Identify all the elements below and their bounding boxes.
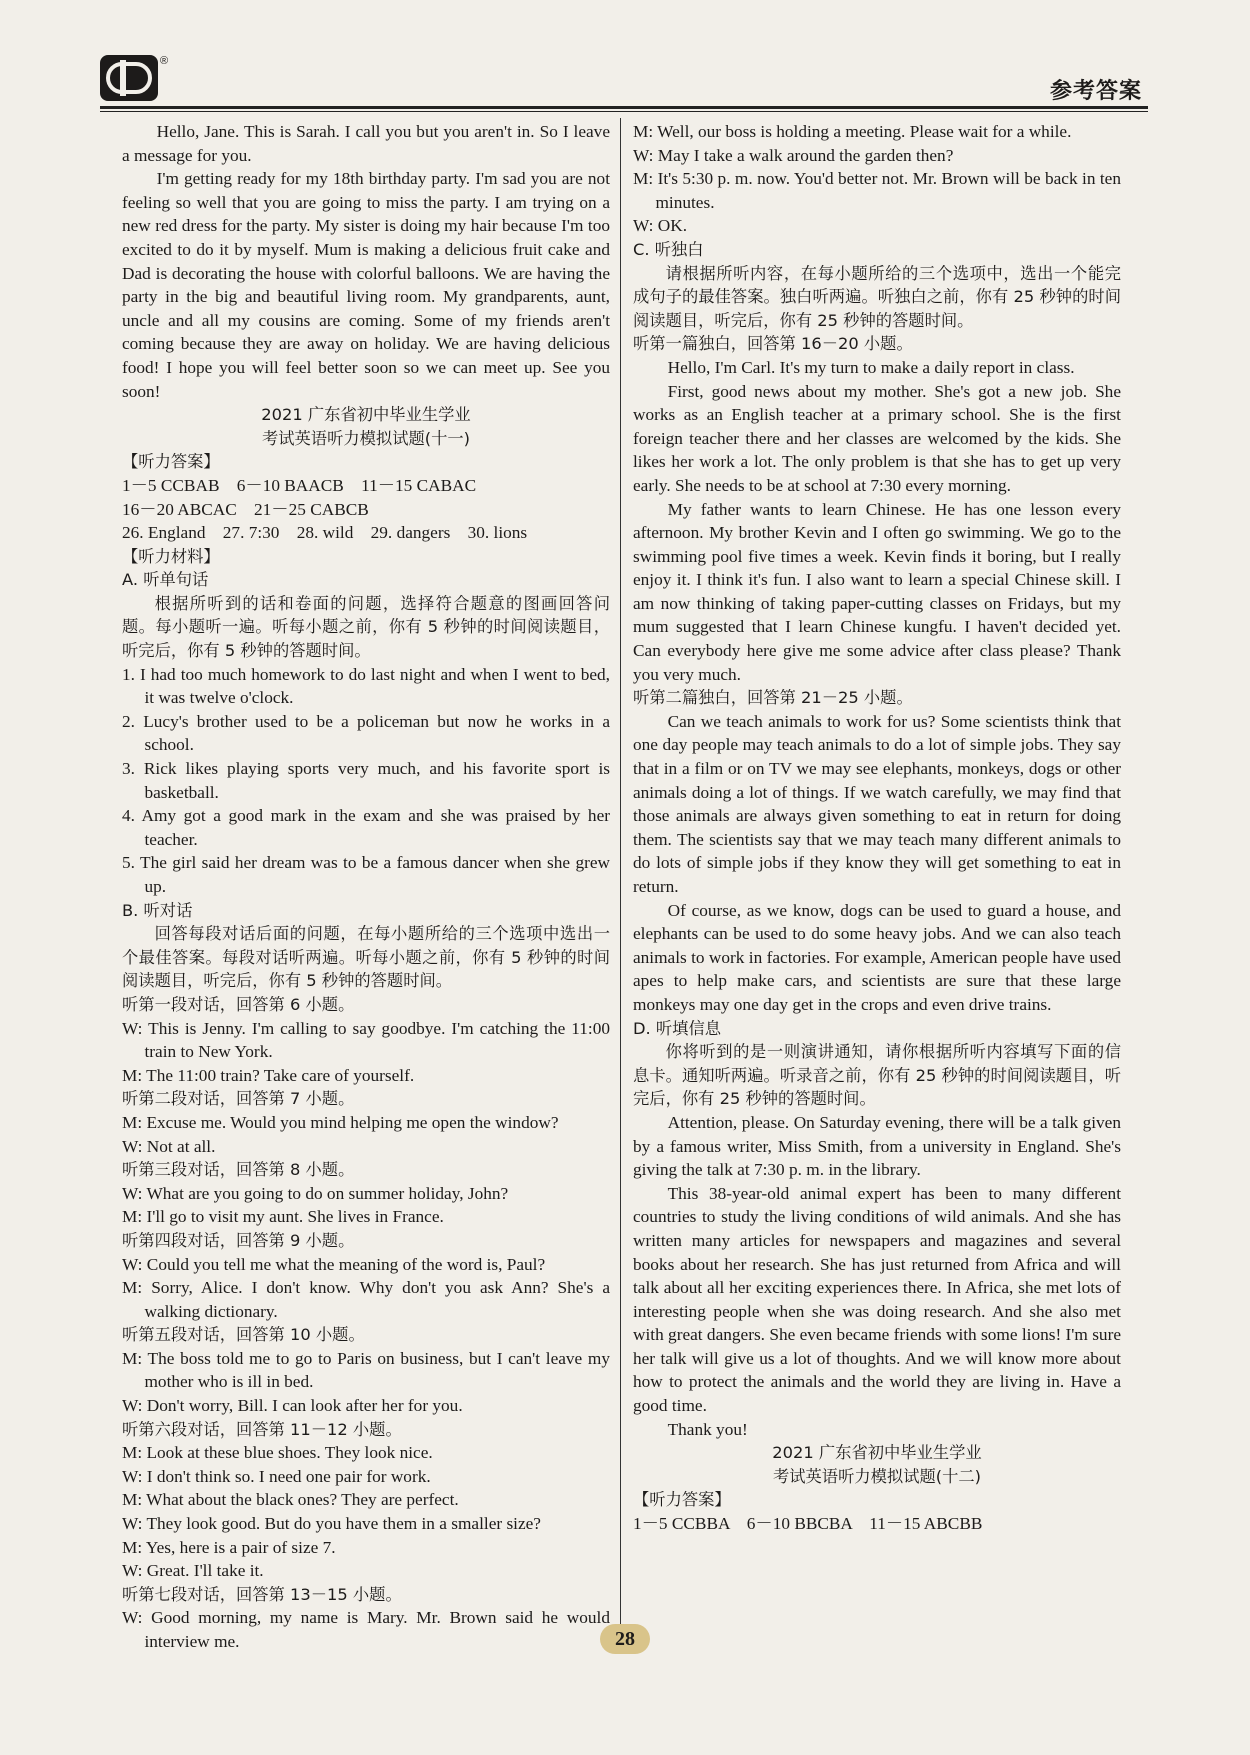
paragraph: Attention, please. On Saturday evening, there will be a talk given by a famous writer, Miss Smith, from a university in England. She's giving the talk at 7:30 p. m. in the library. [633, 1112, 1121, 1180]
paragraph: 【听力材料】 [122, 546, 220, 566]
paragraph: 听第七段对话，回答第 13－15 小题。 [122, 1584, 402, 1604]
paragraph: 听第一篇独白，回答第 16－20 小题。 [633, 334, 913, 354]
paragraph: 2021 广东省初中毕业生学业 [261, 405, 471, 425]
logo-ring [106, 62, 152, 94]
paragraph: 你将听到的是一则演讲通知，请你根据所听内容填写下面的信息卡。通知听两遍。听录音之前，你有 25 秒钟的时间阅读题目，听完后，你有 25 秒钟的答题时间。 [633, 1042, 1121, 1109]
paragraph: 3. Rick likes playing sports very much, and his favorite sport is basketball. [122, 759, 610, 802]
paragraph: 听第四段对话，回答第 9 小题。 [122, 1230, 355, 1250]
paragraph: M: The 11:00 train? Take care of yourself. [122, 1065, 415, 1085]
column-divider [620, 118, 621, 1653]
paragraph: This 38-year-old animal expert has been to many different countries to study the living conditions of wild animals. And she has written many articles for newspapers and magazines and several books about her research. She has just returned from Africa and will talk about all her exciting experiences there. In Africa, she met lots of interesting people when she was doing research. And she also met with great dangers. She even became friends with some lions! I'm sure her talk will give us a lot of thoughts. And we will know more about how to protect the animals and the world they are living in. Have a good time. [633, 1183, 1121, 1416]
paragraph: M: The boss told me to go to Paris on business, but I can't leave my mother who is ill in bed. [122, 1348, 610, 1392]
paragraph: A. 听单句话 [122, 570, 209, 590]
paragraph: W: Great. I'll take it. [122, 1561, 264, 1581]
paragraph: W: This is Jenny. I'm calling to say goodbye. I'm catching the 11:00 train to New York. [122, 1018, 610, 1062]
logo-bar [120, 60, 126, 96]
paragraph: M: Sorry, Alice. I don't know. Why don't you ask Ann? She's a walking dictionary. [122, 1278, 610, 1321]
paragraph: 考试英语听力模拟试题(十一) [261, 428, 471, 448]
paragraph: W: OK. [633, 216, 688, 236]
paragraph: M: I'll go to visit my aunt. She lives in France. [122, 1207, 444, 1227]
paragraph: 5. The girl said her dream was to be a famous dancer when she grew up. [122, 853, 610, 896]
paragraph: 【听力答案】 [633, 1490, 731, 1510]
paragraph: 听第三段对话，回答第 8 小题。 [122, 1160, 355, 1180]
paragraph: 听第二篇独白，回答第 21－25 小题。 [633, 688, 913, 708]
paragraph: 【听力答案】 [122, 452, 220, 472]
paragraph: 听第五段对话，回答第 10 小题。 [122, 1325, 365, 1345]
paragraph: M: Look at these blue shoes. They look nice. [122, 1443, 433, 1463]
paragraph: Hello, I'm Carl. It's my turn to make a daily report in class. [667, 357, 1075, 377]
paragraph: B. 听对话 [122, 900, 193, 920]
paragraph: My father wants to learn Chinese. He has one lesson every afternoon. My brother Kevin and I often go swimming. We go to the swimming pool five times a week. Kevin finds it boring, but I really enjoy it. I think it's fun. I also want to learn a special Chinese skill. I am now thinking of taking paper-cutting classes on Fridays, but my mum suggested that I learn Chinese kungfu. I haven't decided yet. Can everybody here give me some advice after class please? Thank you very much. [633, 499, 1121, 684]
paragraph: 4. Amy got a good mark in the exam and she was praised by her teacher. [122, 806, 610, 849]
header-title: 参考答案 [1049, 79, 1142, 104]
paragraph: M: What about the black ones? They are perfect. [122, 1490, 459, 1510]
logo-registered-mark: ® [160, 55, 169, 67]
paragraph: 听第六段对话，回答第 11－12 小题。 [122, 1419, 402, 1439]
paragraph: Thank you! [667, 1419, 748, 1439]
paragraph: 1－5 CCBAB 6－10 BAACB 11－15 CABAC [122, 475, 477, 495]
left-column [122, 120, 610, 1654]
paragraph: 2. Lucy's brother used to be a policeman but now he works in a school. [122, 711, 610, 755]
paragraph: M: Excuse me. Would you mind helping me open the window? [122, 1112, 559, 1132]
paragraph: M: It's 5:30 p. m. now. You'd better not. Mr. Brown will be back in ten minutes. [633, 169, 1121, 212]
paragraph: M: Yes, here is a pair of size 7. [122, 1537, 336, 1557]
paragraph: D. 听填信息 [633, 1018, 722, 1038]
paragraph: W: Could you tell me what the meaning of the word is, Paul? [122, 1254, 546, 1274]
paragraph: W: Good morning, my name is Mary. Mr. Brown said he would interview me. [122, 1608, 610, 1651]
paragraph: 1－5 CCBBA 6－10 BBCBA 11－15 ABCBB [633, 1514, 983, 1534]
paragraph: W: Not at all. [122, 1136, 216, 1156]
logo [100, 55, 158, 101]
paragraph: W: They look good. But do you have them in a smaller size? [122, 1514, 541, 1534]
paragraph: Of course, as we know, dogs can be used to guard a house, and elephants can be used to do some heavy jobs. And we can also teach animals to work in factories. For example, American people have used apes to help make cars, and scientists are sure that these large monkeys may one day get in the crops and even drive trains. [633, 900, 1121, 1014]
paragraph: 听第二段对话，回答第 7 小题。 [122, 1089, 355, 1109]
paragraph: 听第一段对话，回答第 6 小题。 [122, 994, 355, 1014]
paragraph: C. 听独白 [633, 239, 704, 259]
paragraph: 考试英语听力模拟试题(十二) [772, 1466, 982, 1486]
paragraph: 2021 广东省初中毕业生学业 [772, 1443, 982, 1463]
paragraph: 请根据所听内容，在每小题所给的三个选项中，选出一个能完成句子的最佳答案。独白听两遍。听独白之前，你有 25 秒钟的时间阅读题目，听完后，你有 25 秒钟的答题时间。 [633, 263, 1121, 330]
paragraph: W: May I take a walk around the garden then? [633, 145, 954, 165]
paragraph: M: Well, our boss is holding a meeting. Please wait for a while. [633, 122, 1072, 141]
paragraph: 回答每段对话后面的问题，在每小题所给的三个选项中选出一个最佳答案。每段对话听两遍。听每小题之前，你有 5 秒钟的时间阅读题目，听完后，你有 5 秒钟的答题时间。 [122, 924, 610, 991]
paragraph: Hello, Jane. This is Sarah. I call you but you aren't in. So I leave a message for you. [122, 122, 610, 165]
header-rule-thin [100, 111, 1148, 112]
right-column [633, 120, 1121, 1536]
paragraph: First, good news about my mother. She's got a new job. She works as an English teacher at a primary school. She is the first foreign teacher there and her classes are welcomed by the kids. She likes her work a lot. The only problem is that she has to get up very early. She needs to be at school at 7:30 every morning. [633, 381, 1121, 495]
paragraph: 26. England 27. 7:30 28. wild 29. dangers 30. lions [122, 523, 528, 543]
paragraph: Can we teach animals to work for us? Some scientists think that one day people may teach animals to do a lot of simple jobs. They say that in a film or on TV we may see elephants, monkeys, dogs or other animals doing a lot of things. If we watch carefully, we may find that those animals are always given something to eat in return for doing them. The scientists say that we may teach many different animals to do lots of simple jobs if they know they will get something to eat in return. [633, 711, 1121, 896]
paragraph: W: Don't worry, Bill. I can look after her for you. [122, 1396, 463, 1416]
paragraph: 1. I had too much homework to do last night and when I went to bed, it was twelve o'clock. [122, 664, 610, 708]
paragraph: 16－20 ABCAC 21－25 CABCB [122, 499, 369, 519]
paragraph: I'm getting ready for my 18th birthday party. I'm sad you are not feeling so well that you are going to miss the party. I am trying on a new red dress for the party. My sister is doing my hair because I'm too excited to do it by myself. Mum is making a delicious fruit cake and Dad is decorating the house with colorful balloons. We are having the party in the big and beautiful living room. My grandparents, aunt, uncle and all my cousins are coming. Some of my friends aren't coming because they are away on holiday. We are having delicious food! I hope you will feel better soon so we can meet up. See you soon! [122, 169, 610, 401]
paragraph: W: I don't think so. I need one pair for work. [122, 1466, 431, 1486]
paragraph: W: What are you going to do on summer holiday, John? [122, 1183, 509, 1203]
page-number: 28 [600, 1624, 650, 1654]
header-rule [100, 106, 1148, 109]
paragraph: 根据所听到的话和卷面的问题，选择符合题意的图画回答问题。每小题听一遍。听每小题之前，你有 5 秒钟的时间阅读题目，听完后，你有 5 秒钟的答题时间。 [122, 593, 610, 661]
